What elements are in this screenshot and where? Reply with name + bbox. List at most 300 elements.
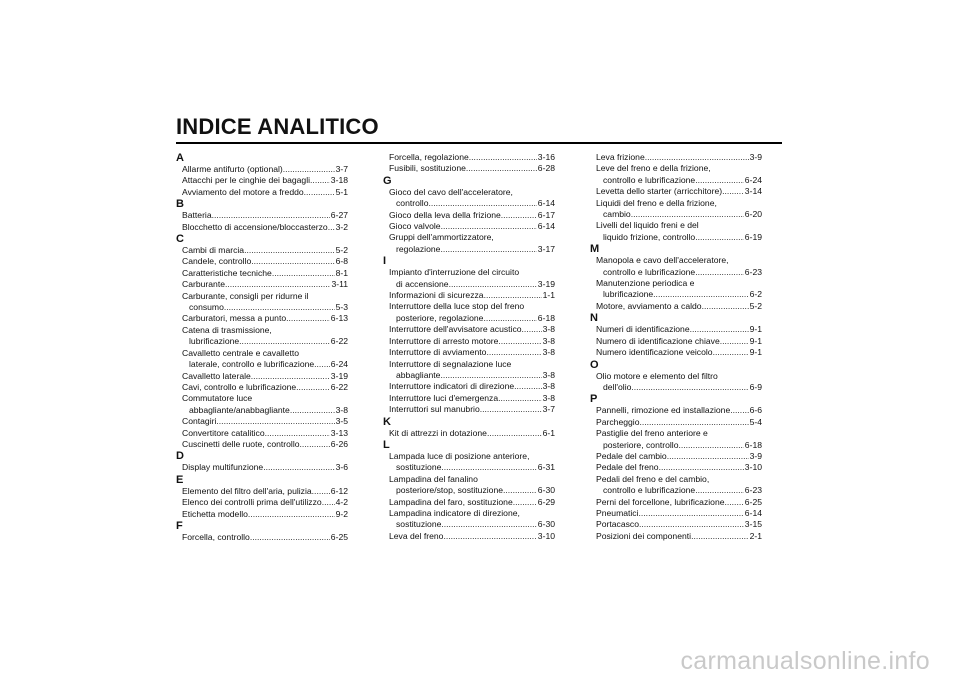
index-entry-text: Attacchi per le cinghie dei bagagli <box>182 175 311 186</box>
index-entry-leader-line <box>383 324 555 335</box>
index-entry <box>176 382 348 393</box>
dot-leader <box>484 290 542 301</box>
index-entry <box>383 187 555 210</box>
index-entry <box>176 268 348 279</box>
index-entry <box>590 462 762 473</box>
dot-leader <box>498 336 541 347</box>
index-entry-text: Blocchetto di accensione/bloccasterzo <box>182 221 328 232</box>
index-entry-leader-line <box>383 485 555 496</box>
index-entry-page: 6-18 <box>744 439 762 450</box>
index-entry-page: 6-9 <box>749 381 762 392</box>
dot-leader <box>691 531 749 542</box>
index-entry-page: 3-13 <box>330 427 348 438</box>
dot-leader <box>322 497 335 508</box>
index-entry-page: 3-19 <box>537 278 555 289</box>
index-letter: G <box>383 174 392 187</box>
index-letter: E <box>176 473 184 486</box>
index-entry-leader-line <box>176 256 348 267</box>
index-entry-leader-line <box>383 290 555 301</box>
index-entry-line: Catena di trasmissione, <box>182 324 272 335</box>
index-entry <box>176 175 348 186</box>
index-letter: D <box>176 450 184 463</box>
index-entry-leader-line <box>590 152 762 163</box>
index-entry-text: Interruttore indicatori di direzione <box>389 381 515 392</box>
index-entry-leader-line <box>176 382 348 393</box>
index-entry-text: Posizioni dei componenti <box>596 530 692 541</box>
index-entry-leader-line <box>383 531 555 542</box>
index-entry <box>590 163 762 186</box>
index-entry <box>176 187 348 198</box>
index-entry-text: Numeri di identificazione <box>596 324 690 335</box>
index-entry-text: Elenco dei controlli prima dell'utilizzo <box>182 497 322 508</box>
dot-leader <box>659 462 744 473</box>
index-entry-page: 6-6 <box>749 405 762 416</box>
index-entry-line: Pedali del freno e del cambio, <box>596 473 710 484</box>
index-column-3 <box>590 152 762 542</box>
index-entry-line: Pastiglie del freno anteriore e <box>596 428 708 439</box>
dot-leader <box>441 519 536 530</box>
dot-leader <box>300 439 330 450</box>
index-entry-page: 3-8 <box>542 392 555 403</box>
index-entry-text: Cambi di marcia <box>182 245 245 256</box>
watermark: carmanualsonline.info <box>680 647 930 675</box>
index-entry-line: Manutenzione periodica e <box>596 278 695 289</box>
dot-leader <box>216 416 334 427</box>
index-entry <box>590 531 762 542</box>
index-entry-text: Candele, controllo <box>182 256 252 267</box>
index-entry-text: Carburante <box>182 279 225 290</box>
index-entry <box>590 519 762 530</box>
index-entry-text: controllo e lubrificazione <box>603 485 696 496</box>
index-entry <box>383 290 555 301</box>
dot-leader <box>725 497 744 508</box>
index-entry-leader-line <box>176 486 348 497</box>
index-entry-page: 3-5 <box>335 416 348 427</box>
index-entry-page: 3-18 <box>330 175 348 186</box>
index-entry-text: Allarme antifurto (optional) <box>182 164 283 174</box>
index-entry-page: 6-28 <box>537 163 555 174</box>
index-entry-text: Leva frizione <box>596 152 645 162</box>
index-entry-page: 3-15 <box>744 519 762 530</box>
index-entry-line: Impianto d'interruzione del circuito <box>389 267 520 278</box>
index-entry-page: 6-14 <box>537 221 555 232</box>
index-entry-line: Manopola e cavo dell'acceleratore, <box>596 255 729 266</box>
index-entry-line: Interruttore di segnalazione luce <box>389 358 512 369</box>
index-entry-leader-line <box>590 186 762 197</box>
index-entry-page: 3-11 <box>331 279 348 290</box>
index-entry <box>383 393 555 404</box>
index-letter: C <box>176 233 184 246</box>
index-entry <box>590 324 762 335</box>
index-entry-page: 6-26 <box>330 438 348 449</box>
index-entry-text: Elemento del filtro dell'aria, pulizia <box>182 485 312 496</box>
dot-leader <box>251 256 334 267</box>
index-entry-text: Interruttore luci d'emergenza <box>389 392 499 403</box>
index-entry-line: Liquidi del freno e della frizione, <box>596 197 717 208</box>
index-entry-page: 6-30 <box>537 485 555 496</box>
dot-leader <box>312 486 330 497</box>
index-entry-text: posteriore, regolazione <box>396 312 484 323</box>
dot-leader <box>487 428 542 439</box>
dot-leader <box>486 347 541 358</box>
index-entry <box>383 381 555 392</box>
index-entry-leader-line <box>176 439 348 450</box>
dot-leader <box>286 313 330 324</box>
index-entry-page: 6-2 <box>749 289 762 300</box>
dot-leader <box>443 531 536 542</box>
index-entry-text: lubrificazione <box>189 336 240 347</box>
index-entry-leader-line <box>176 222 348 233</box>
index-entry <box>383 531 555 542</box>
index-entry-page: 6-13 <box>330 313 348 324</box>
index-entry-text: posteriore/stop, sostituzione <box>396 485 504 496</box>
index-entry-text: Interruttore dell'avvisatore acustico <box>389 324 522 335</box>
index-entry-leader-line <box>590 440 762 451</box>
index-entry-page: 5-2 <box>335 245 348 256</box>
index-entry-text: regolazione <box>396 243 441 254</box>
index-entry-page: 6-29 <box>537 496 555 507</box>
index-entry-leader-line <box>176 302 348 313</box>
index-entry-text: Pedale del freno <box>596 462 659 473</box>
index-entry-leader-line <box>590 405 762 416</box>
index-entry <box>383 347 555 358</box>
dot-leader <box>428 198 536 209</box>
dot-leader <box>513 497 537 508</box>
index-entry <box>383 497 555 508</box>
index-entry <box>383 404 555 415</box>
index-entry-leader-line <box>590 324 762 335</box>
index-entry <box>383 163 555 174</box>
index-entry-leader-line <box>383 313 555 324</box>
dot-leader <box>466 163 537 174</box>
index-entry <box>176 428 348 439</box>
index-entry <box>383 301 555 324</box>
index-entry <box>383 428 555 439</box>
index-entry-text: Forcella, regolazione <box>389 152 469 162</box>
index-letter: K <box>383 415 391 428</box>
index-entry-page: 5-4 <box>749 416 762 427</box>
index-entry-leader-line <box>590 417 762 428</box>
dot-leader <box>272 268 335 279</box>
index-entry-text: Display multifunzione <box>182 462 264 473</box>
index-entry-page: 6-27 <box>330 210 348 221</box>
index-entry-leader-line <box>383 428 555 439</box>
index-entry <box>590 428 762 451</box>
dot-leader <box>225 279 330 290</box>
dot-leader <box>449 279 537 290</box>
index-entry <box>176 371 348 382</box>
index-entry <box>176 532 348 543</box>
index-entry-page: 6-20 <box>744 209 762 220</box>
index-entry-leader-line <box>590 301 762 312</box>
dot-leader <box>639 519 744 530</box>
index-entry-text: lubrificazione <box>603 289 654 300</box>
index-entry-text: controllo e lubrificazione <box>603 174 696 185</box>
index-entry-page: 5-2 <box>749 300 762 311</box>
dot-leader <box>290 405 335 416</box>
index-entry-page: 3-9 <box>749 450 762 461</box>
dot-leader <box>695 267 744 278</box>
dot-leader <box>224 302 335 313</box>
page-title: INDICE ANALITICO <box>176 114 379 139</box>
index-entry-page: 1-1 <box>542 290 555 301</box>
index-entry <box>176 279 348 290</box>
index-entry <box>176 509 348 520</box>
index-entry-page: 6-17 <box>537 209 555 220</box>
index-entry-text: Numero di identificazione chiave <box>596 335 720 346</box>
index-entry-leader-line <box>176 497 348 508</box>
dot-leader <box>713 347 749 358</box>
index-entry <box>383 221 555 232</box>
index-entry-page: 6-14 <box>744 507 762 518</box>
title-rule <box>176 142 782 144</box>
index-entry <box>176 164 348 175</box>
index-entry <box>383 267 555 290</box>
index-column-2 <box>383 152 555 542</box>
index-entry-page: 3-10 <box>744 462 762 473</box>
dot-leader <box>678 440 743 451</box>
dot-leader <box>296 382 330 393</box>
index-entry-leader-line <box>176 187 348 198</box>
index-entry-leader-line <box>176 371 348 382</box>
index-entry-line: Lampadina indicatore di direzione, <box>389 507 520 518</box>
dot-leader <box>441 462 536 473</box>
index-entry-page: 6-23 <box>744 485 762 496</box>
dot-leader <box>440 244 536 255</box>
index-entry-text: Avviamento del motore a freddo <box>182 186 304 197</box>
index-entry-page: 6-25 <box>330 531 348 542</box>
index-entry-leader-line <box>590 267 762 278</box>
index-entry-text: Fusibili, sostituzione <box>389 163 466 174</box>
index-entry <box>590 474 762 497</box>
index-entry <box>590 220 762 243</box>
index-entry <box>383 474 555 497</box>
dot-leader <box>328 222 335 233</box>
index-entry-page: 6-14 <box>537 198 555 209</box>
index-entry-text: Cuscinetti delle ruote, controllo <box>182 438 300 449</box>
index-entry-leader-line <box>590 485 762 496</box>
index-letter: P <box>590 393 598 406</box>
index-entry-leader-line <box>383 152 555 163</box>
index-entry <box>176 486 348 497</box>
index-entry-page: 6-19 <box>744 231 762 242</box>
index-entry-leader-line <box>176 175 348 186</box>
index-entry-leader-line <box>383 210 555 221</box>
dot-leader <box>244 245 334 256</box>
index-entry-page: 3-8 <box>542 381 555 392</box>
index-entry-page: 3-8 <box>542 369 555 380</box>
index-entry-line: Lampada luce di posizione anteriore, <box>389 450 530 461</box>
index-entry-text: Parcheggio <box>596 416 640 427</box>
index-letter: I <box>383 255 387 268</box>
index-entry-page: 6-22 <box>330 381 348 392</box>
index-entry-page: 3-14 <box>744 186 762 197</box>
index-entry-line: Gruppi dell'ammortizzatore, <box>389 232 494 243</box>
index-entry <box>590 417 762 428</box>
index-entry-page: 8-1 <box>335 267 348 278</box>
index-entry-page: 2-1 <box>749 530 762 541</box>
dot-leader <box>639 417 748 428</box>
index-entry <box>383 210 555 221</box>
index-entry-line: Carburante, consigli per ridurne il <box>182 290 309 301</box>
index-entry-page: 6-24 <box>744 174 762 185</box>
dot-leader <box>239 336 330 347</box>
index-entry-leader-line <box>590 462 762 473</box>
index-entry-leader-line <box>176 509 348 520</box>
dot-leader <box>631 209 744 220</box>
index-entry-leader-line <box>176 462 348 473</box>
index-entry-leader-line <box>383 244 555 255</box>
index-entry-text: Interruttori sul manubrio <box>389 404 480 415</box>
index-entry-text: Cavi, controllo e lubrificazione <box>182 381 297 392</box>
index-entry <box>176 245 348 256</box>
index-entry-page: 6-1 <box>542 427 555 438</box>
index-entry <box>383 324 555 335</box>
index-entry-text: Convertitore catalitico <box>182 427 265 438</box>
index-entry-leader-line <box>590 519 762 530</box>
index-entry-text: cambio <box>603 209 631 220</box>
index-entry <box>590 152 762 163</box>
index-letter: O <box>590 358 599 371</box>
index-entry-page: 6-25 <box>744 496 762 507</box>
dot-leader <box>483 313 536 324</box>
index-entry-text: di accensione <box>396 278 449 289</box>
index-entry-text: posteriore, controllo <box>603 439 679 450</box>
index-entry-text: Etichetta modello <box>182 508 248 519</box>
index-entry-text: controllo <box>396 198 429 209</box>
dot-leader <box>645 152 749 163</box>
index-entry-leader-line <box>590 209 762 220</box>
index-entry-leader-line <box>590 347 762 358</box>
index-letter: N <box>590 312 598 325</box>
index-entry-page: 6-24 <box>330 359 348 370</box>
index-entry-page: 6-18 <box>537 312 555 323</box>
index-entry-leader-line <box>590 382 762 393</box>
index-entry-text: Pannelli, rimozione ed installazione <box>596 405 731 416</box>
index-entry-page: 3-6 <box>335 462 348 473</box>
index-entry-page: 3-8 <box>335 404 348 415</box>
index-entry-text: sostituzione <box>396 462 442 473</box>
index-entry-text: liquido frizione, controllo <box>603 231 696 242</box>
index-entry-page: 3-8 <box>542 324 555 335</box>
index-entry-line: Gioco del cavo dell'acceleratore, <box>389 186 513 197</box>
index-entry-text: Contagiri <box>182 416 217 427</box>
index-entry-text: sostituzione <box>396 519 442 530</box>
dot-leader <box>248 509 335 520</box>
index-entry <box>176 291 348 314</box>
index-entry-text: Carburatori, messa a punto <box>182 313 287 324</box>
index-entry-line: Interruttore della luce stop del freno <box>389 301 525 312</box>
index-entry-leader-line <box>383 279 555 290</box>
index-entry-leader-line <box>383 347 555 358</box>
index-entry <box>590 508 762 519</box>
index-entry-text: dell'olio <box>603 381 632 392</box>
index-entry-page: 9-1 <box>749 335 762 346</box>
index-entry-leader-line <box>590 497 762 508</box>
index-entry-page: 3-10 <box>537 530 555 541</box>
index-entry-leader-line <box>383 163 555 174</box>
index-entry <box>590 186 762 197</box>
index-entry-text: Gioco della leva della frizione <box>389 209 501 220</box>
index-entry-page: 3-8 <box>542 347 555 358</box>
index-entry-leader-line <box>176 268 348 279</box>
index-letter: A <box>176 152 184 164</box>
dot-leader <box>722 186 744 197</box>
dot-leader <box>283 164 335 175</box>
index-entry-text: Interruttore di arresto motore <box>389 335 499 346</box>
index-entry-text: Interruttore di avviamento <box>389 347 487 358</box>
index-entry-leader-line <box>383 370 555 381</box>
index-entry-line: Livelli del liquido freni e del <box>596 220 699 231</box>
index-entry-page: 6-30 <box>537 519 555 530</box>
index-entry <box>176 210 348 221</box>
index-entry-text: Lampadina del faro, sostituzione <box>389 496 513 507</box>
index-entry-page: 6-31 <box>537 462 555 473</box>
index-entry-leader-line <box>383 221 555 232</box>
dot-leader <box>212 210 330 221</box>
index-entry <box>590 301 762 312</box>
index-entry-leader-line <box>590 289 762 300</box>
dot-leader <box>501 210 537 221</box>
index-entry-leader-line <box>383 381 555 392</box>
index-entry-page: 5-1 <box>335 186 348 197</box>
index-entry <box>176 439 348 450</box>
index-entry-leader-line <box>383 462 555 473</box>
index-entry-leader-line <box>176 336 348 347</box>
index-entry <box>383 336 555 347</box>
index-entry-page: 6-8 <box>335 256 348 267</box>
index-entry <box>383 508 555 531</box>
index-letter: B <box>176 198 184 211</box>
index-entry-leader-line <box>383 519 555 530</box>
dot-leader <box>314 359 330 370</box>
index-entry-leader-line <box>383 198 555 209</box>
index-entry <box>176 462 348 473</box>
dot-leader <box>469 152 537 163</box>
index-entry-page: 4-2 <box>335 497 348 508</box>
index-entry <box>590 497 762 508</box>
index-entry-leader-line <box>383 404 555 415</box>
index-entry-leader-line <box>176 279 348 290</box>
index-entry-leader-line <box>383 393 555 404</box>
index-entry-text: Forcella, controllo <box>182 531 250 542</box>
index-entry-page: 6-22 <box>330 336 348 347</box>
index-entry-leader-line <box>590 175 762 186</box>
index-entry-page: 3-7 <box>335 164 348 174</box>
dot-leader <box>440 370 541 381</box>
index-entry-leader-line <box>590 336 762 347</box>
index-entry <box>383 451 555 474</box>
index-entry-text: consumo <box>189 302 224 313</box>
index-entry-page: 9-1 <box>749 324 762 335</box>
dot-leader <box>250 532 330 543</box>
dot-leader <box>631 382 748 393</box>
index-entry-leader-line <box>176 164 348 175</box>
index-entry-text: abbagliante/anabbagliante <box>189 404 290 415</box>
index-entry-leader-line <box>383 497 555 508</box>
index-entry-page: 3-8 <box>542 335 555 346</box>
dot-leader <box>503 485 537 496</box>
index-entry-page: 9-1 <box>749 347 762 358</box>
index-entry-text: Caratteristiche tecniche <box>182 267 272 278</box>
index-letter: M <box>590 243 600 256</box>
index-entry-text: controllo e lubrificazione <box>603 266 696 277</box>
index-entry-text: laterale, controllo e lubrificazione <box>189 359 315 370</box>
index-entry <box>590 451 762 462</box>
dot-leader <box>310 175 330 186</box>
index-entry-text: Gioco valvole <box>389 221 441 232</box>
index-entry-leader-line <box>176 245 348 256</box>
